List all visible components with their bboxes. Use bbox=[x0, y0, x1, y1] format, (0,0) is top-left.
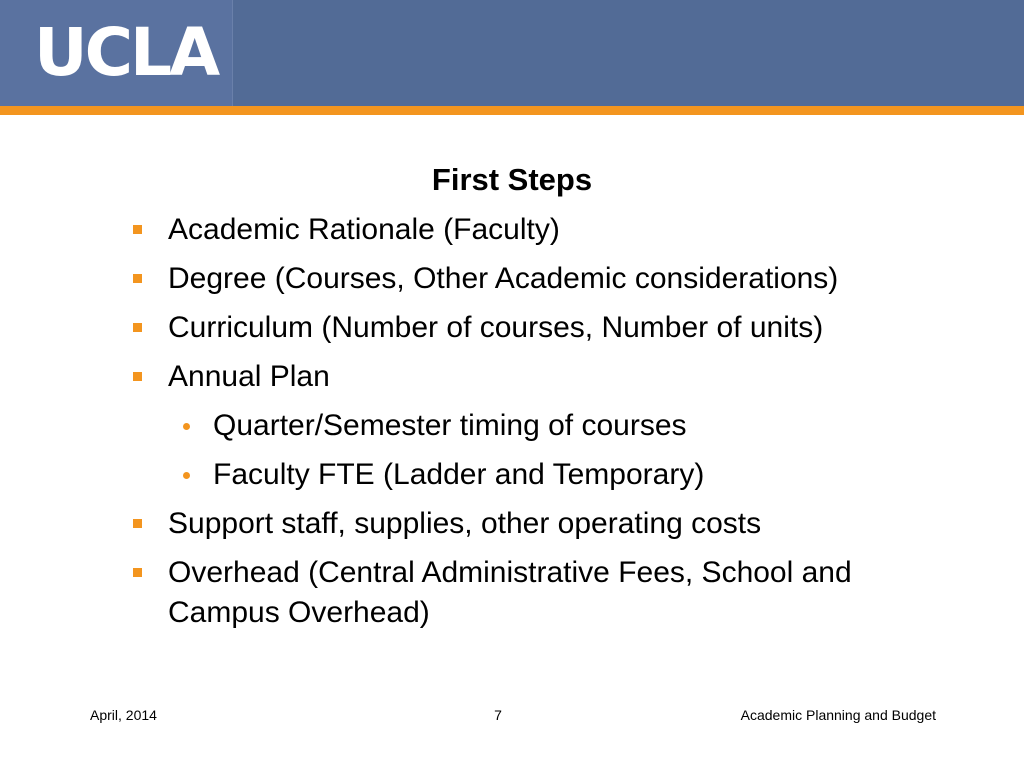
sub-bullet-item bbox=[168, 455, 970, 495]
square-bullet-icon bbox=[133, 225, 142, 234]
footer-date: April, 2014 bbox=[90, 707, 157, 723]
logo-panel bbox=[0, 0, 233, 106]
square-bullet-icon bbox=[133, 372, 142, 381]
dot-bullet-icon bbox=[183, 472, 190, 479]
bullet-text: Overhead (Central Administrative Fees, School and Campus Overhead) bbox=[168, 556, 852, 629]
square-bullet-icon bbox=[133, 323, 142, 332]
bullet-text: Degree (Courses, Other Academic considerations) bbox=[168, 262, 839, 295]
sub-bullet-text: Faculty FTE (Ladder and Temporary) bbox=[213, 458, 705, 491]
bullet-item bbox=[130, 308, 970, 348]
sub-bullet-text: Quarter/Semester timing of courses bbox=[213, 409, 687, 442]
slide-title: First Steps bbox=[431, 162, 593, 197]
slide-content bbox=[130, 210, 970, 642]
sub-bullet-item bbox=[168, 406, 970, 446]
square-bullet-icon bbox=[133, 274, 142, 283]
bullet-item bbox=[130, 504, 970, 544]
header-accent-stripe bbox=[0, 106, 1024, 115]
ucla-logo: UCLA bbox=[34, 14, 218, 91]
bullet-text: Curriculum (Number of courses, Number of units) bbox=[168, 311, 824, 344]
bullet-text: Academic Rationale (Faculty) bbox=[168, 213, 560, 246]
footer-page-number: 7 bbox=[494, 707, 502, 723]
sub-bullet-list bbox=[168, 406, 970, 495]
bullet-list bbox=[130, 210, 970, 633]
bullet-text: Support staff, supplies, other operating costs bbox=[168, 507, 762, 540]
bullet-item bbox=[130, 357, 970, 495]
bullet-item bbox=[130, 210, 970, 250]
bullet-item bbox=[130, 259, 970, 299]
bullet-item bbox=[130, 553, 970, 633]
square-bullet-icon bbox=[133, 519, 142, 528]
header-band bbox=[0, 0, 1024, 106]
square-bullet-icon bbox=[133, 568, 142, 577]
footer-organization: Academic Planning and Budget bbox=[740, 707, 936, 723]
bullet-text: Annual Plan bbox=[168, 360, 330, 393]
dot-bullet-icon bbox=[183, 423, 190, 430]
